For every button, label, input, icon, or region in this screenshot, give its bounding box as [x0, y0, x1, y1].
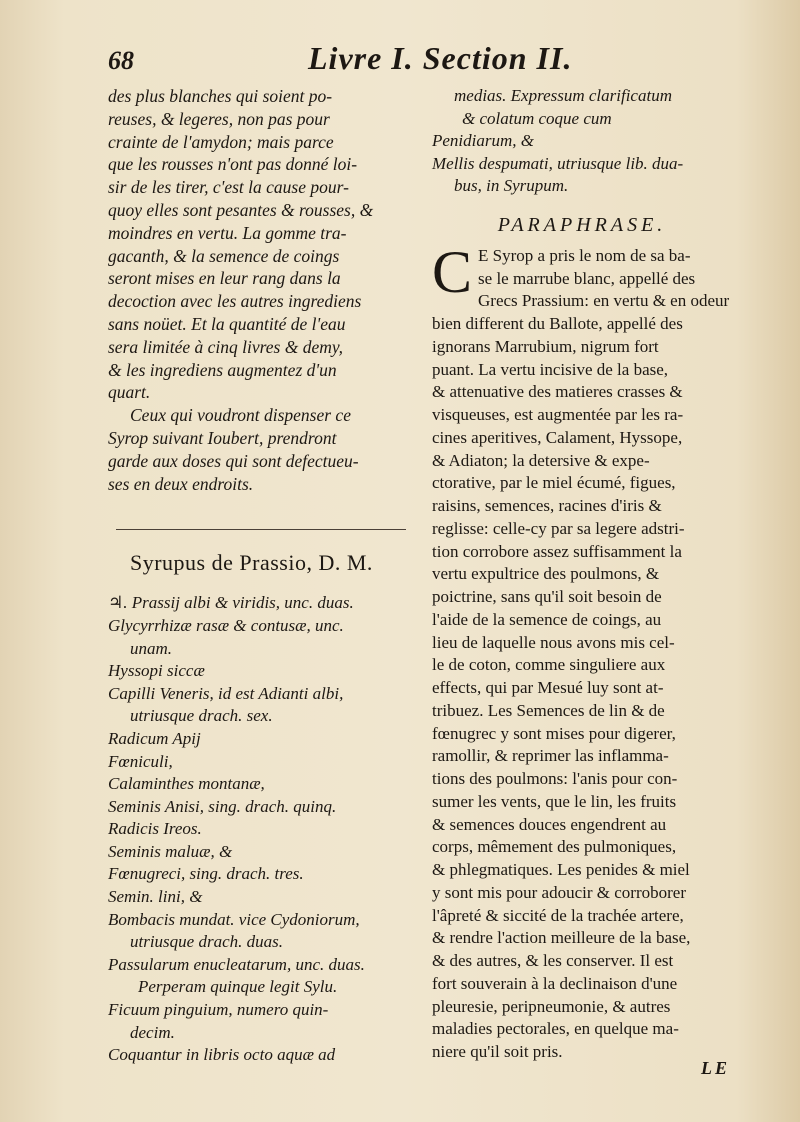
text-line: moindres en vertu. La gomme tra-	[108, 222, 347, 243]
body-line: fœnugrec y sont mises pour digerer,	[432, 723, 676, 743]
text-line: reuses, & legeres, non pas pour	[108, 108, 330, 129]
text-line: quart.	[108, 382, 151, 403]
recipe-line: Bombacis mundat. vice Cydoniorum,	[108, 909, 360, 929]
body-line: y sont mis pour adoucir & corroborer	[432, 882, 686, 902]
body-line: E Syrop a pris le nom de sa ba-	[478, 245, 691, 265]
body-line: tion corrobore assez suffisamment la	[432, 541, 682, 561]
body-line: lieu de laquelle nous avons mis cel-	[432, 632, 675, 652]
recipe-line: Fœnugreci, sing. drach. tres.	[108, 864, 304, 884]
recipe-line: Radicis Ireos.	[108, 819, 202, 839]
paraphrase-body	[432, 238, 732, 1064]
text-line: sans noüet. Et la quantité de l'eau	[108, 313, 346, 334]
recipe-line: medias. Expressum clarificatum	[454, 86, 672, 105]
recipe-line: unam.	[130, 638, 173, 658]
recipe-line: Calaminthes montanæ,	[108, 774, 265, 794]
body-line: sumer les vents, que le lin, les fruits	[432, 791, 677, 811]
recipe-line: utriusque drach. sex.	[130, 706, 273, 726]
body-line: niere qu'il soit pris.	[432, 1042, 563, 1062]
text-line: garde aux doses qui sont defectueu-	[108, 450, 359, 471]
recipe-line: Seminis maluæ, &	[108, 841, 233, 861]
text-line: seront mises en leur rang dans la	[108, 268, 341, 289]
drop-cap: C	[432, 238, 473, 305]
text-line: quoy elles sont pesantes & rousses, &	[108, 199, 374, 220]
recipe-list	[108, 592, 408, 1066]
text-line: crainte de l'amydon; mais parce	[108, 131, 334, 152]
recipe-line: decim.	[130, 1022, 175, 1042]
recipe-title: Syrupus de Prassio, D. M.	[130, 550, 373, 576]
body-line: bien different du Ballote, appellé des	[432, 314, 683, 334]
recipe-line: Hyssopi siccæ	[108, 661, 205, 681]
recipe-line: ♃. Prassij albi & viridis, unc. duas.	[108, 593, 354, 613]
right-column	[432, 85, 732, 1064]
recipe-line: bus, in Syrupum.	[454, 176, 569, 196]
recipe-line: Glycyrrhizæ rasæ & contusæ, unc.	[108, 615, 344, 635]
body-line: poictrine, sans qu'il soit besoin de	[432, 587, 662, 607]
recipe-line: Penidiarum, &	[432, 131, 534, 151]
recipe-line: Seminis Anisi, sing. drach. quinq.	[108, 796, 337, 816]
body-line: Grecs Prassium: en vertu & en odeur	[478, 291, 730, 311]
body-line: corps, mêmement des pulmoniques,	[432, 837, 677, 857]
body-line: se le marrube blanc, appellé des	[478, 268, 696, 288]
recipe-line: Radicum Apij	[108, 728, 201, 748]
body-line: puant. La vertu incisive de la base,	[432, 359, 669, 379]
body-line: le de coton, comme singuliere aux	[432, 655, 666, 675]
text-line: & les ingrediens augmentez d'un	[108, 359, 337, 380]
page-header	[108, 40, 728, 86]
body-line: & phlegmatiques. Les penides & miel	[432, 860, 690, 880]
recipe-line: Semin. lini, &	[108, 887, 203, 907]
body-line: & attenuative des matieres crasses &	[432, 382, 683, 402]
text-line: gacanth, & la semence de coings	[108, 245, 340, 266]
body-line: l'aide de la semence de coings, au	[432, 609, 662, 629]
body-line: cines aperitives, Calament, Hyssope,	[432, 427, 683, 447]
body-line: visqueuses, est augmentée par les ra-	[432, 405, 684, 425]
body-line: & des autres, & les conserver. Il est	[432, 951, 674, 971]
recipe-line: Capilli Veneris, id est Adianti albi,	[108, 683, 344, 703]
body-line: & rendre l'action meilleure de la base,	[432, 928, 691, 948]
body-line: vertu expultrice des poulmons, &	[432, 564, 660, 584]
left-paragraph-1	[108, 85, 408, 404]
body-line: fort souverain à la declinaison d'une	[432, 973, 678, 993]
left-column	[108, 85, 408, 1067]
body-line: ignorans Marrubium, nigrum fort	[432, 336, 659, 356]
recipe-line: utriusque drach. duas.	[130, 932, 283, 952]
paraphrase-heading: PARAPHRASE.	[497, 213, 667, 236]
text-line: des plus blanches qui soient po-	[108, 86, 333, 106]
running-title: Livre I. Section II.	[308, 40, 573, 76]
body-line: reglisse: celle-cy par sa legere adstri-	[432, 518, 685, 538]
text-line: ses en deux endroits.	[108, 473, 254, 494]
recipe-line: & colatum coque cum	[462, 108, 612, 128]
body-line: & Adiaton; la detersive & expe-	[432, 450, 650, 470]
body-line: maladies pectorales, en quelque ma-	[432, 1019, 679, 1039]
body-line: tribuez. Les Semences de lin & de	[432, 700, 665, 720]
recipe-line: Fœniculi,	[108, 751, 173, 771]
recipe-line: Passularum enucleatarum, unc. duas.	[108, 954, 365, 974]
text-line: sir de les tirer, c'est la cause pour-	[108, 177, 349, 198]
body-line: pleuresie, peripneumonie, & autres	[432, 996, 671, 1016]
body-line: ramollir, & reprimer las inflamma-	[432, 746, 669, 766]
recipe-line: Mellis despumati, utriusque lib. dua-	[432, 153, 684, 173]
catchword: LE	[700, 1058, 730, 1078]
body-line: l'âpreté & siccité de la trachée artere,	[432, 905, 684, 925]
text-line: Ceux qui voudront dispenser ce	[130, 405, 351, 426]
text-line: Syrop suivant Ioubert, prendront	[108, 427, 337, 448]
left-paragraph-2	[108, 404, 408, 495]
text-line: sera limitée à cinq livres & demy,	[108, 336, 344, 357]
body-line: raisins, semences, racines d'iris &	[432, 496, 662, 516]
section-divider	[116, 529, 406, 530]
recipe-line: Coquantur in libris octo aquæ ad	[108, 1045, 336, 1065]
body-line: effects, qui par Mesué luy sont at-	[432, 678, 664, 698]
text-line: que les rousses n'ont pas donné loi-	[108, 154, 358, 175]
body-line: tions des poulmons: l'anis pour con-	[432, 769, 678, 789]
recipe-line: Ficuum pinguium, numero quin-	[108, 1000, 329, 1020]
body-line: ctorative, par le miel écumé, figues,	[432, 473, 676, 493]
body-line: & semences douces engendrent au	[432, 814, 667, 834]
recipe-line: Perperam quinque legit Sylu.	[138, 977, 338, 997]
recipe-continuation	[432, 85, 732, 198]
text-line: decoction avec les autres ingrediens	[108, 291, 362, 312]
page-number: 68	[108, 46, 134, 75]
